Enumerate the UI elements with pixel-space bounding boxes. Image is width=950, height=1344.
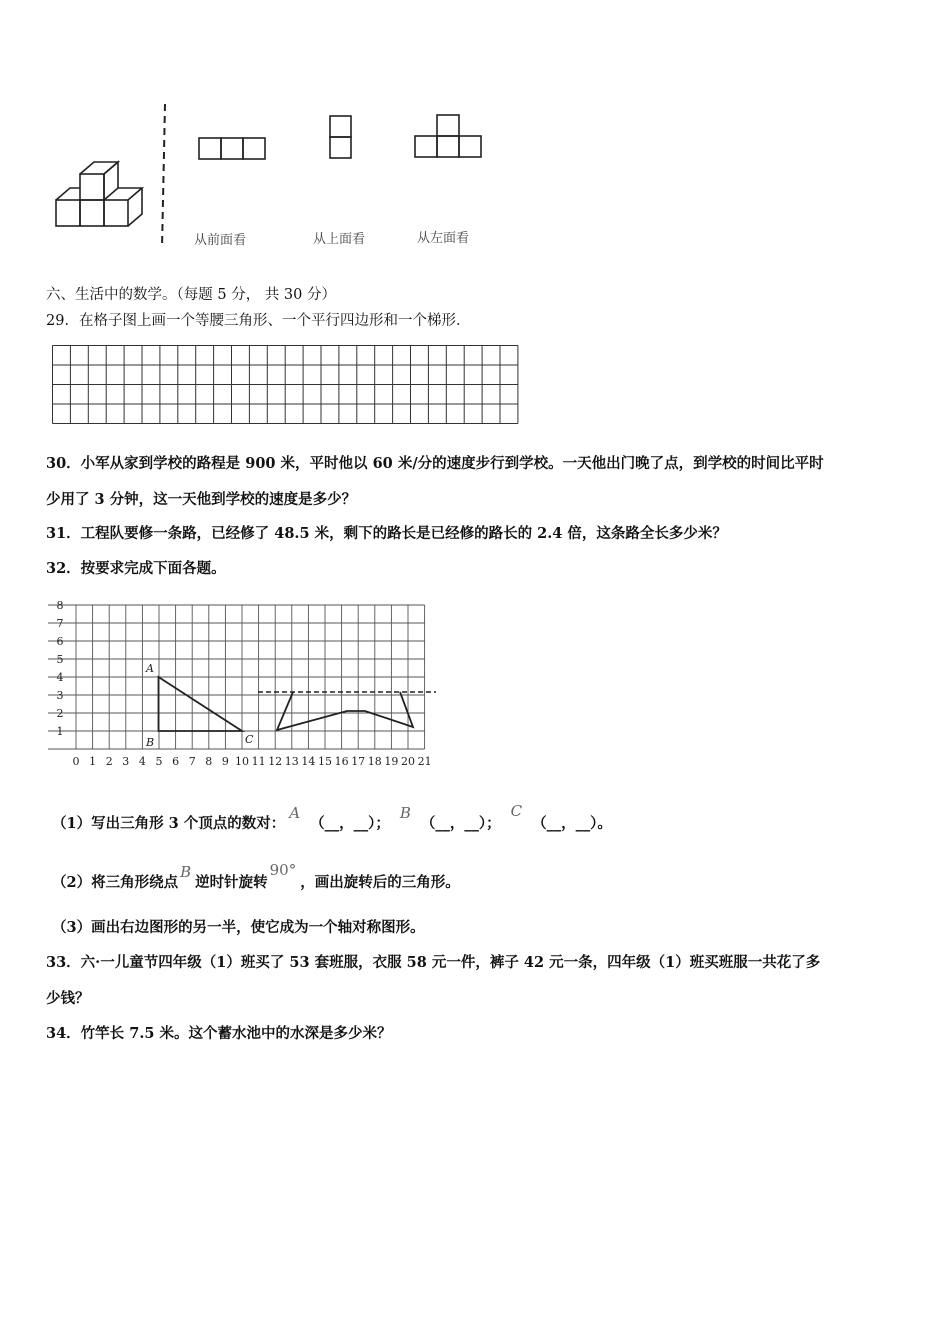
q32-part1-blank-a[interactable]: （__，__）； — [310, 815, 390, 832]
q32-part2 — [52, 861, 460, 893]
q32-part1-blank-b[interactable]: （__，__）； — [420, 815, 501, 832]
x-tick-label: 12 — [268, 755, 283, 768]
x-tick-label: 11 — [251, 755, 266, 768]
question-29: 29．在格子图上画一个等腰三角形、一个平行四边形和一个梯形． — [46, 313, 471, 329]
q32-part2-point: B — [180, 863, 192, 881]
y-tick-label: 6 — [56, 635, 64, 648]
x-tick-label: 21 — [417, 755, 432, 768]
y-tick-label: 8 — [56, 599, 64, 612]
x-tick-label: 4 — [138, 755, 146, 768]
x-tick-label: 10 — [235, 755, 249, 768]
question-34: 34．竹竿长 7.5 米。这个蓄水池中的水深是多少米？ — [46, 1025, 392, 1042]
question-32: 32．按要求完成下面各题。 — [46, 560, 226, 577]
x-tick-label: 2 — [105, 755, 113, 768]
q32-part1 — [52, 802, 612, 834]
point-b-label: B — [146, 736, 155, 749]
triangle-shape — [159, 677, 243, 731]
y-tick-label: 7 — [56, 617, 64, 630]
question-33-line1: 33．六·一儿童节四年级（1）班买了 53 套班服，衣服 58 元一件，裤子 42 元一条，四年级（1）班买班服一共花了多 — [46, 954, 821, 971]
x-tick-label: 17 — [351, 755, 366, 768]
q32-part1-b: B — [399, 804, 411, 822]
x-tick-label: 1 — [89, 755, 97, 768]
left-view-drawing — [415, 115, 481, 157]
top-view-label: 从上面看 — [313, 232, 366, 247]
cube-stack-drawing — [56, 162, 142, 226]
q32-part2-prefix: （2）将三角形绕点 — [52, 874, 179, 891]
triangle-abc — [159, 677, 243, 731]
q32-part2-suffix: ，画出旋转后的三角形。 — [300, 874, 460, 891]
x-tick-label: 8 — [205, 755, 213, 768]
x-tick-label: 6 — [172, 755, 180, 768]
x-tick-label: 19 — [384, 755, 399, 768]
x-tick-label: 18 — [367, 755, 382, 768]
point-c-label: C — [245, 733, 254, 746]
x-tick-label: 15 — [318, 755, 332, 768]
q32-part1-prefix: （1）写出三角形 3 个顶点的数对： — [52, 815, 286, 832]
q32-part1-a: A — [289, 804, 301, 822]
q32-part1-c: C — [510, 802, 523, 820]
y-tick-label: 3 — [56, 689, 64, 702]
x-tick-label: 13 — [284, 755, 299, 768]
question-32-grid-figure[interactable] — [46, 588, 446, 773]
x-tick-label: 0 — [72, 755, 80, 768]
x-tick-label: 7 — [188, 755, 196, 768]
x-tick-label: 14 — [301, 755, 316, 768]
x-tick-label: 16 — [334, 755, 349, 768]
dashed-divider — [162, 104, 165, 248]
front-view-drawing — [199, 138, 265, 159]
question-29-grid[interactable] — [52, 345, 520, 427]
point-a-label: A — [146, 662, 154, 675]
y-tick-label: 4 — [56, 671, 64, 684]
question-33-line2: 少钱？ — [46, 990, 90, 1007]
x-tick-label: 20 — [401, 755, 415, 768]
top-view-drawing — [330, 116, 351, 158]
y-tick-label: 5 — [56, 653, 64, 666]
x-tick-label: 5 — [155, 755, 163, 768]
y-tick-label: 2 — [56, 707, 64, 720]
q32-part3: （3）画出右边图形的另一半，使它成为一个轴对称图形。 — [52, 919, 425, 936]
q32-part1-blank-c[interactable]: （__，__）。 — [532, 815, 612, 832]
half-figure — [277, 692, 413, 730]
q32-part2-mid: 逆时针旋转 — [195, 874, 268, 891]
left-view-label: 从左面看 — [417, 231, 470, 246]
y-tick-label: 1 — [56, 725, 64, 738]
question-30-line2: 少用了 3 分钟，这一天他到学校的速度是多少？ — [46, 491, 357, 508]
x-tick-label: 9 — [221, 755, 229, 768]
question-30-line1: 30．小军从家到学校的路程是 900 米，平时他以 60 米/分的速度步行到学校。一天他出门晚了点，到学校的时间比平时 — [46, 455, 824, 472]
front-view-label: 从前面看 — [194, 233, 247, 248]
q32-part2-angle: 90° — [269, 861, 297, 879]
section-6-title: 六、生活中的数学。（每题 5 分， 共 30 分） — [46, 287, 336, 303]
x-tick-label: 3 — [122, 755, 130, 768]
question-31: 31．工程队要修一条路，已经修了 48.5 米，剩下的路长是已经修的路长的 2.4 倍，这条路全长多少米？ — [46, 525, 727, 542]
